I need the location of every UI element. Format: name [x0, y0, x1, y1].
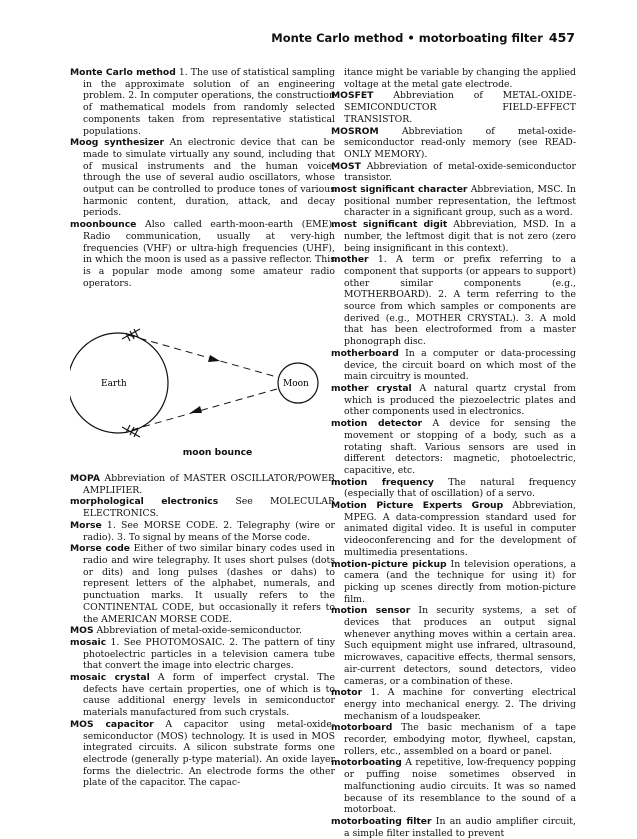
entry-term: motorboating [331, 757, 402, 769]
entry-term: motion detector [331, 418, 423, 430]
entry [331, 500, 576, 559]
entry-term: MOSFET [331, 90, 374, 102]
earth-label: Earth [101, 379, 127, 390]
entry [331, 161, 576, 184]
entry-definition: In television operations, a camera (and the technique for using it) for picking up scenes directly from motion-picture film. [344, 558, 576, 605]
entry-term: mosaic [70, 636, 107, 648]
entry [70, 672, 335, 719]
entry-term: mother crystal [331, 382, 412, 394]
entry-term: MOSROM [331, 125, 379, 137]
moon-label: Moon [283, 379, 309, 390]
entry [331, 383, 576, 418]
entry-definition: 1. See PHOTOMOSAIC. 2. The pattern of tiny photoelectric particles in a television camera tube that convert the image into electric charges. [83, 636, 335, 672]
entry [70, 219, 335, 289]
return-arrow-icon [190, 406, 202, 413]
outgoing-signal-path [128, 335, 277, 377]
entry-definition: Abbreviation, MPEG. A data-compression standard used for animated digital video. It is useful in computer videoconferencing and for the development of multimedia presentations. [344, 500, 576, 558]
entry-term: motion frequency [331, 476, 434, 488]
entry-definition: A natural quartz crystal from which is produced the piezoelectric plates and other components used in electronics. [344, 382, 576, 418]
entry-term: Morse code [70, 543, 131, 555]
entry-definition: In a computer or data-processing device, the circuit board on which most of the main circuitry is mounted. [344, 347, 576, 383]
entry-term: Monte Carlo method [70, 67, 176, 78]
entry-definition: The natural frequency (especially that of oscillation) of a servo. [344, 476, 576, 500]
entry-definition: A capacitor using metal-oxide-semiconductor (MOS) technology. It is used in MOS integrated circuits. A silicon substrate forms one electrode (generally p-type material). An oxide layer forms the dielectric. An electrode forms the other plate of the capacitor. The capac- [83, 718, 335, 789]
entry-definition: Abbreviation of MASTER OSCILLATOR/POWER AMPLIFIER. [83, 473, 335, 496]
entry-definition: Abbreviation of metal-oxide-semiconductor read-only memory (see READ-ONLY MEMORY). [344, 125, 576, 160]
entry-term: Morse [70, 519, 102, 531]
entry [70, 473, 335, 496]
entry-term: most significant digit [331, 219, 448, 231]
entry-definition: Either of two similar binary codes used in radio and wire telegraphy. It uses short pulses (dots or dits) and long pulses (dashes or dahs) to represent letters of the alphabet, numerals, and punctuation marks. It usually refers to the CONTINENTAL CODE, but occasionally it refers to the AMERICAN MORSE CODE. [83, 543, 335, 625]
entry [331, 90, 576, 125]
entry-definition: Abbreviation of metal-oxide-semiconductor transistor. [344, 160, 576, 184]
entry-definition: Abbreviation of metal-oxide-semiconductor. [96, 625, 302, 637]
entry-definition: 1. A term or prefix referring to a component that supports (or appears to support) other similar components (e.g., MOTHERBOARD). 2. A term referring to the source from which samples or components are derived (e.g., MOTHER CRYSTAL). 3. A mold that has been electroformed from a master phonograph disc. [344, 254, 576, 348]
entry [331, 687, 576, 722]
entry [331, 722, 576, 757]
entry [70, 67, 335, 137]
entry-definition: 1. See MORSE CODE. 2. Telegraphy (wire or radio). 3. To signal by means of the Morse code. [83, 519, 335, 543]
entry-definition: Also called earth-moon-earth (EME). Radio communication, usually at very-high frequencies (VHF) or ultra-high frequencies (UHF), in which the moon is used as a passive reflector. This is a popular mode among some amateur radio operators. [83, 219, 335, 289]
entry-continuation: itance might be variable by changing the applied voltage at the metal gate electrode. [344, 67, 576, 90]
entry-term: morphological electronics [70, 496, 219, 508]
entry-term: Moog synthesizer [70, 137, 165, 149]
entry-definition: A form of imperfect crystal. The defects have certain properties, one of which is to cause additional energy levels in semiconductor materials manufactured from such crystals. [83, 672, 335, 719]
entry-definition: An electronic device that can be made to simulate virtually any sound, including that of musical instruments and the human voice, through the use of several audio oscillators, whose output can be controlled to produce tones of various harmonic content, duration, attack, and decay periods. [83, 137, 335, 219]
entry [70, 637, 335, 672]
entry [70, 543, 335, 625]
entry [331, 757, 576, 816]
entry [331, 816, 576, 839]
page-header [271, 30, 575, 45]
entry-term: Motion Picture Experts Group [331, 500, 504, 512]
entry [70, 137, 335, 219]
entry [331, 184, 576, 219]
entry-definition: See MOLECULAR ELECTRONICS. [83, 496, 335, 520]
entry-term: moonbounce [70, 219, 137, 231]
entry-term: most significant character [331, 184, 468, 196]
entry [331, 348, 576, 383]
entry-definition: The basic mechanism of a tape recorder, embodying motor, flywheel, capstan, rollers, etc., assembled on a board or panel. [344, 722, 576, 757]
figure-caption: moon bounce [182, 447, 253, 459]
entry [70, 625, 335, 637]
entry-term: mosaic crystal [70, 672, 150, 684]
right-column [331, 67, 576, 839]
entry [70, 520, 335, 543]
entry-term: motion sensor [331, 605, 411, 617]
entry-term: MOPA [70, 473, 100, 485]
entry-definition: A device for sensing the movement or stopping of a body, such as a rotating shaft. Various sensors are used in different detectors: magnetic, photoelectric, capacitive, etc. [344, 418, 576, 476]
entry [331, 126, 576, 161]
entry-term: motherboard [331, 347, 399, 359]
entry [331, 418, 576, 477]
entry-definition: Abbreviation, MSD. In a number, the leftmost digit that is not zero (zero being insignificant in this context). [344, 219, 576, 254]
return-signal-path [128, 389, 277, 431]
entry [331, 477, 576, 500]
page-number: 457 [548, 30, 575, 45]
entry-term: motor [331, 687, 363, 699]
running-head: Monte Carlo method • motorboating filter [271, 31, 543, 45]
entry-term: motion-picture pickup [331, 558, 447, 570]
entry-term: motorboating filter [331, 816, 432, 827]
entry-definition: Abbreviation, MSC. In positional number representation, the leftmost character in a significant group, such as a word. [344, 184, 576, 219]
entry-definition: Abbreviation of METAL-OXIDE-SEMICONDUCTOR FIELD-EFFECT TRANSISTOR. [344, 90, 576, 125]
entry-definition: In security systems, a set of devices that produces an output signal whenever anything moves within a certain area. Such equipment might use infrared, ultrasound, microwaves, capacitive effects, thermal sensors, air-current detectors, sound detectors, video cameras, or a combination of these. [344, 605, 576, 687]
entry-definition: In an audio amplifier circuit, a simple filter installed to prevent [344, 816, 576, 839]
entry [331, 254, 576, 348]
entry [70, 496, 335, 519]
entry-term: motorboard [331, 722, 393, 734]
entry-definition: 1. The use of statistical sampling in the approximate solution of an engineering problem. 2. In computer operations, the construction of mathematical models from randomly selected components taken from representative statistical populations. [83, 67, 335, 137]
entry-term: MOS [70, 625, 94, 637]
entry [70, 719, 335, 789]
left-column [70, 67, 335, 789]
entry-term: MOS capacitor [70, 718, 154, 730]
moon-bounce-figure [70, 303, 335, 443]
outgoing-arrow-icon [208, 355, 220, 362]
entry-definition: 1. A machine for converting electrical energy into mechanical energy. 2. The driving mechanism of a loudspeaker. [344, 687, 576, 722]
entry [331, 605, 576, 687]
entry-term: mother [331, 254, 369, 266]
moon-bounce-diagram [70, 303, 335, 443]
entry [331, 559, 576, 606]
entry-definition: A repetitive, low-frequency popping or puffing noise sometimes observed in malfunctioning audio circuits. It was so named because of its resemblance to the sound of a motorboat. [344, 757, 576, 816]
entry [331, 219, 576, 254]
entry-term: MOST [331, 160, 361, 172]
